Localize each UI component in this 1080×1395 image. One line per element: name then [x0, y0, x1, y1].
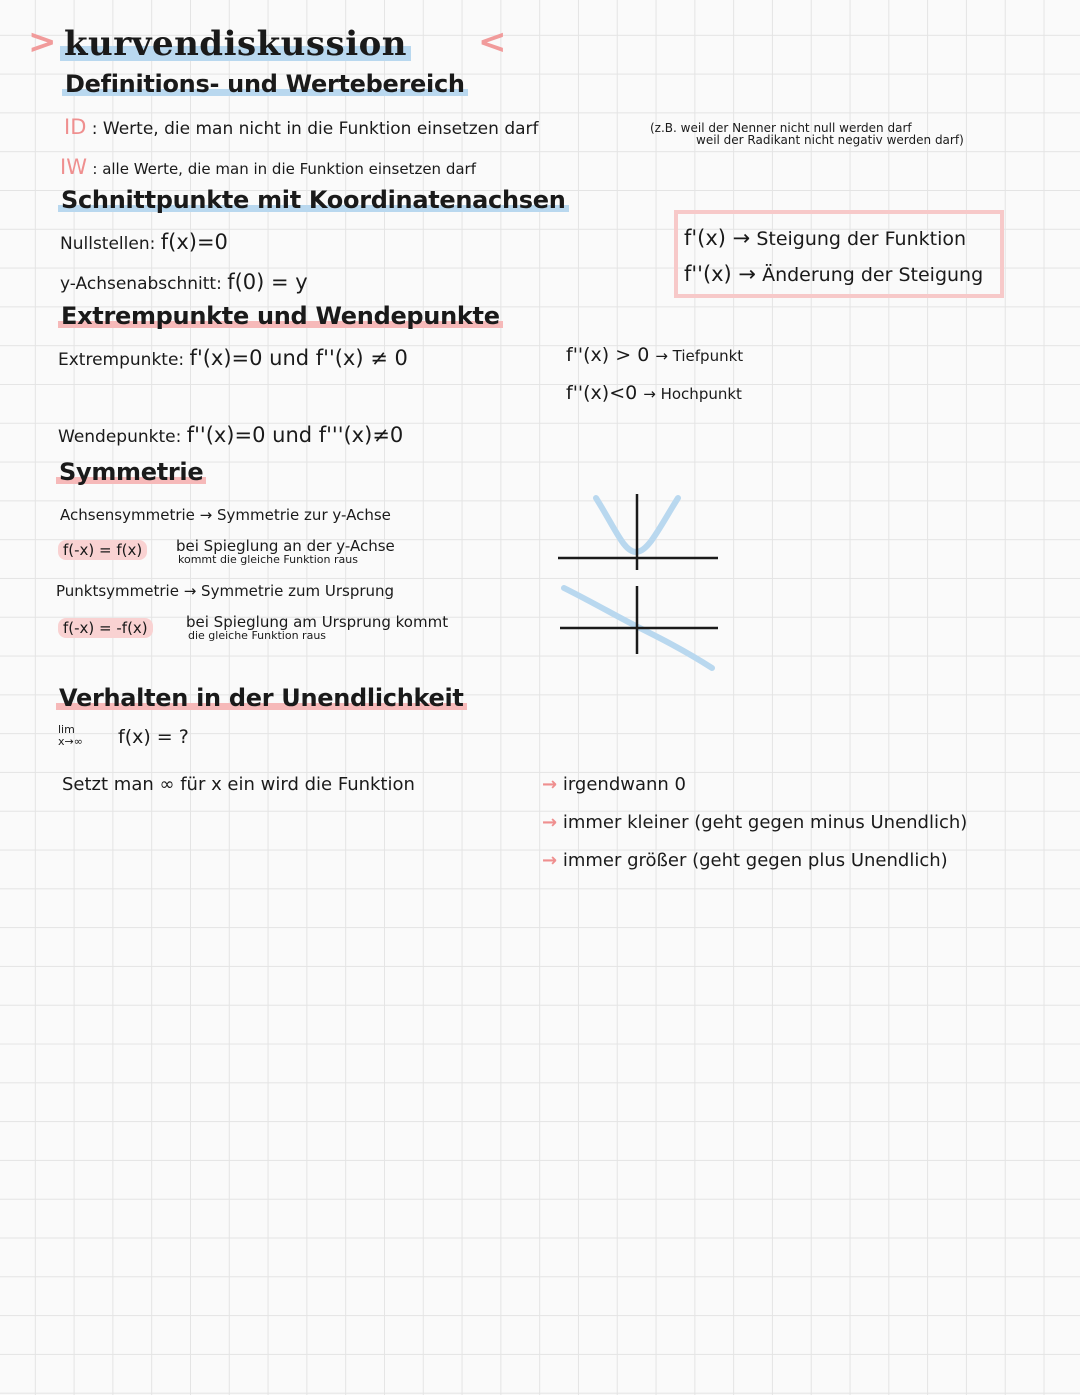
domain-line — [64, 115, 539, 139]
axis-note-2: kommt die gleiche Funktion raus — [178, 553, 358, 566]
option-1 — [542, 774, 686, 795]
option-2 — [542, 812, 967, 833]
option-3-text: immer größer (geht gegen plus Unendlich) — [562, 850, 948, 871]
wende-line — [58, 423, 403, 447]
infinity-sentence: Setzt man ∞ für x ein wird die Funktion — [62, 774, 415, 795]
arrow-icon: → — [542, 774, 558, 795]
range-text: : alle Werte, die man in die Funktion einsetzen darf — [92, 160, 476, 178]
limit-formula: f(x) = ? — [118, 726, 189, 748]
arrow-icon: → — [542, 850, 558, 871]
second-derivative-formula: f''(x) → — [684, 262, 757, 286]
domain-text: : Werte, die man nicht in die Funktion einsetzen darf — [91, 119, 539, 139]
title-arrow-right: < — [478, 22, 507, 62]
first-derivative-text: Steigung der Funktion — [756, 228, 967, 250]
derivative-line-1 — [684, 226, 966, 250]
domain-note-2: weil der Radikant nicht negativ werden darf) — [696, 133, 964, 147]
option-3 — [542, 850, 948, 871]
maximum-line — [566, 382, 742, 404]
range-label: IW — [60, 155, 87, 179]
axis-symmetry-sketch — [556, 490, 720, 572]
axis-note-1: bei Spieglung an der y-Achse — [176, 537, 395, 555]
range-line — [60, 155, 476, 179]
zeros-line — [60, 230, 228, 254]
heading-definitions: Definitions- und Wertebereich — [62, 70, 468, 98]
heading-intercepts: Schnittpunkte mit Koordinatenachsen — [58, 186, 569, 214]
yint-label: y-Achsenabschnitt: — [60, 274, 222, 294]
limit-bottom: x→∞ — [58, 735, 83, 748]
second-derivative-text: Änderung der Steigung — [762, 264, 984, 286]
point-note — [186, 615, 448, 641]
heading-extrema: Extrempunkte und Wendepunkte — [58, 302, 503, 330]
heading-infinity: Verhalten in der Unendlichkeit — [56, 684, 467, 712]
derivative-line-2 — [684, 262, 983, 286]
minimum-formula: f''(x) > 0 — [566, 344, 650, 366]
extrem-line — [58, 346, 408, 370]
limit-top: lim — [58, 723, 75, 736]
extrem-label: Extrempunkte: — [58, 350, 185, 370]
extrem-formula: f'(x)=0 und f''(x) ≠ 0 — [189, 346, 408, 370]
point-symmetry-sketch — [556, 582, 720, 674]
domain-note — [650, 122, 964, 146]
option-2-text: immer kleiner (geht gegen minus Unendlich) — [562, 812, 968, 833]
axis-symmetry-text: Achsensymmetrie → Symmetrie zur y-Achse — [60, 506, 391, 524]
page-title: kurvendiskussion — [60, 24, 411, 64]
yint-line — [60, 270, 308, 294]
yint-formula: f(0) = y — [227, 270, 308, 294]
zeros-label: Nullstellen: — [60, 234, 156, 254]
maximum-text: → Hochpunkt — [643, 385, 742, 403]
first-derivative-formula: f'(x) → — [684, 226, 751, 250]
wende-label: Wendepunkte: — [58, 427, 182, 447]
option-1-text: irgendwann 0 — [562, 774, 686, 795]
zeros-formula: f(x)=0 — [160, 230, 228, 254]
title-arrow-left: > — [28, 22, 57, 62]
axis-note — [176, 539, 395, 565]
limit-notation — [58, 724, 83, 748]
domain-note-1: (z.B. weil der Nenner nicht null werden darf — [650, 121, 912, 135]
domain-label: ID — [64, 115, 87, 139]
minimum-line — [566, 344, 743, 366]
maximum-formula: f''(x)<0 — [566, 382, 638, 404]
arrow-icon: → — [542, 812, 558, 833]
point-note-1: bei Spieglung am Ursprung kommt — [186, 613, 449, 631]
point-note-2: die gleiche Funktion raus — [188, 629, 327, 642]
point-symmetry-text: Punktsymmetrie → Symmetrie zum Ursprung — [56, 582, 395, 600]
wende-formula: f''(x)=0 und f'''(x)≠0 — [186, 423, 404, 447]
heading-symmetry: Symmetrie — [56, 458, 206, 486]
axis-formula: f(-x) = f(x) — [58, 541, 147, 559]
minimum-text: → Tiefpunkt — [655, 347, 744, 365]
point-formula: f(-x) = -f(x) — [58, 619, 153, 637]
